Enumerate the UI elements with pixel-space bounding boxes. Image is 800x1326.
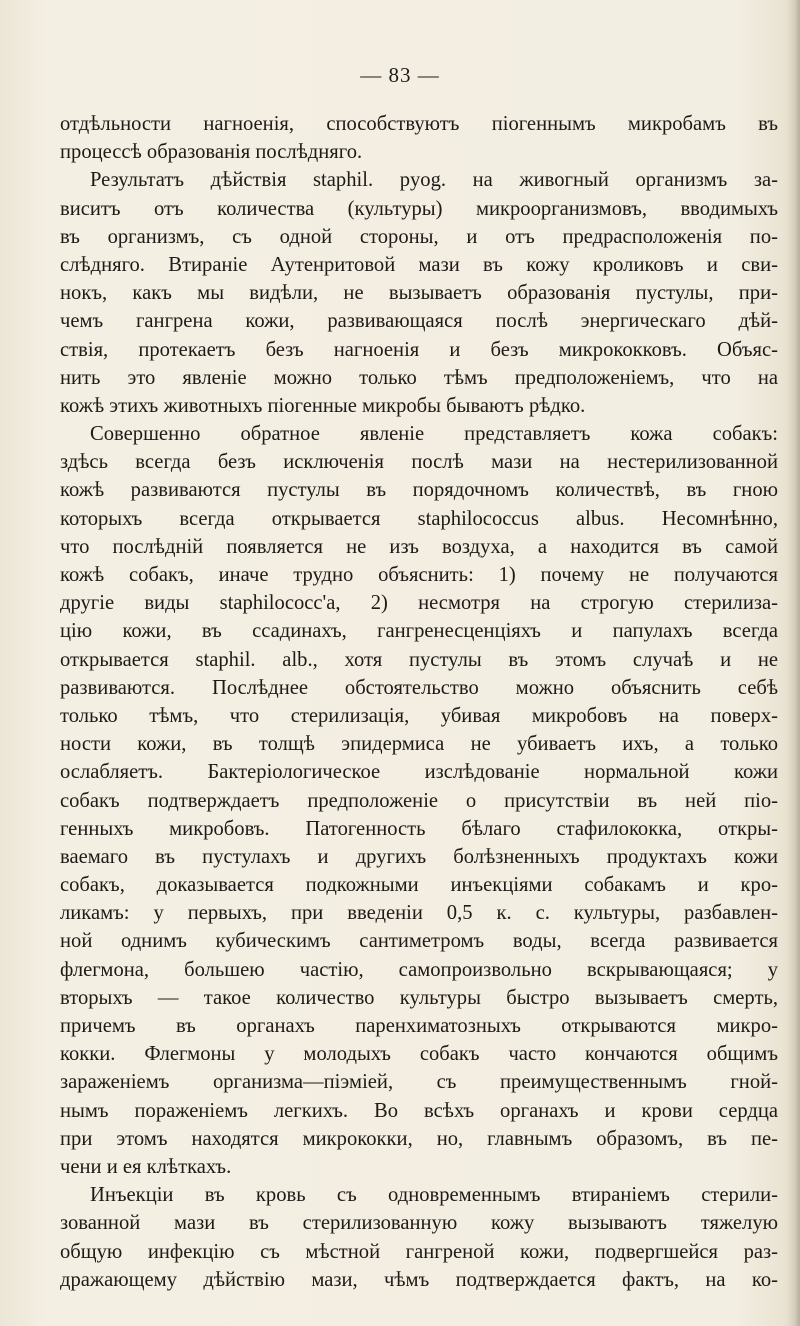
text-line: виситъ отъ количества (культуры) микроорганизмовъ, вводимыхъ	[60, 197, 778, 220]
text-line: ности кожи, въ толщѣ эпидермиса не убиваетъ ихъ, а только	[60, 733, 778, 756]
paragraph	[60, 166, 778, 420]
text-line: собакъ подтверждаетъ предположеніе о присутствіи въ ней піо-	[60, 789, 778, 812]
text-line: дражающему дѣйствію мази, чѣмъ подтверждается фактъ, на ко-	[60, 1268, 778, 1291]
text-line: нымъ пораженіемъ легкихъ. Во всѣхъ органахъ и крови сердца	[60, 1099, 778, 1122]
text-line: собакъ, доказывается подкожными инъекціями собакамъ и кро-	[60, 874, 778, 897]
text-line: отдѣльности нагноенія, способствуютъ піогеннымъ микробамъ въ	[60, 113, 778, 135]
text-line: чени и ея клѣткахъ.	[60, 1155, 232, 1178]
paragraph	[60, 110, 778, 166]
text-line: зараженіемъ организма—піэміей, съ преимущественнымъ гной-	[60, 1071, 778, 1094]
page-edge-shadow	[786, 0, 800, 1326]
text-line: Результатъ дѣйствія staphil. pyog. на живогный организмъ за-	[90, 169, 778, 192]
text-line: Инъекціи въ кровь съ одновременнымъ втираніемъ стерили-	[90, 1184, 778, 1207]
text-line: причемъ въ органахъ паренхиматозныхъ открываются микро-	[60, 1015, 778, 1037]
text-line: кокки. Флегмоны у молодыхъ собакъ часто кончаются общимъ	[60, 1043, 778, 1066]
text-line: въ организмъ, съ одной стороны, и отъ предрасположенія по-	[60, 225, 778, 248]
text-line: только тѣмъ, что стерилизація, убивая микробовъ на поверх-	[60, 704, 778, 727]
text-line: которыхъ всегда открывается staphilococcus albus. Несомнѣнно,	[60, 507, 778, 530]
text-line: чемъ гангрена кожи, развивающаяся послѣ энергическаго дѣй-	[60, 310, 778, 333]
text-line: цію кожи, въ ссадинахъ, гангренесценціяхъ и папулахъ всегда	[60, 620, 778, 643]
text-line: ваемаго въ пустулахъ и другихъ болѣзненныхъ продуктахъ кожи	[60, 845, 778, 868]
text-line: зованной мази въ стерилизованную кожу вызываютъ тяжелую	[60, 1212, 778, 1235]
text-line: ствія, протекаетъ безъ нагноенія и безъ микрококковъ. Объяс-	[60, 338, 778, 361]
text-line: при этомъ находятся микрококки, но, главнымъ образомъ, въ пе-	[60, 1127, 778, 1150]
text-line: Совершенно обратное явленіе представляетъ кожа собакъ:	[90, 423, 778, 446]
text-line: кожѣ развиваются пустулы въ порядочномъ количествѣ, въ гною	[60, 479, 778, 502]
body-text	[60, 110, 778, 1294]
text-line: ной однимъ кубическимъ сантиметромъ воды, всегда развивается	[60, 930, 778, 953]
paragraph	[60, 420, 778, 1181]
text-line: здѣсь всегда безъ исключенія послѣ мази на нестерилизованной	[60, 451, 778, 474]
text-line: флегмона, большею частію, самопроизвольно вскрывающаяся; у	[60, 958, 778, 981]
text-line: ослабляетъ. Бактеріологическое изслѣдованіе нормальной кожи	[60, 761, 778, 784]
text-line: кожѣ собакъ, иначе трудно объяснить: 1) почему не получаются	[60, 564, 778, 586]
text-line: общую инфекцію съ мѣстной гангреной кожи, подвергшейся раз-	[60, 1240, 778, 1263]
text-line: генныхъ микробовъ. Патогенность бѣлаго стафилококка, откры-	[60, 817, 778, 840]
text-line: что послѣдній появляется не изъ воздуха, а находится въ самой	[60, 535, 778, 558]
text-line: слѣдняго. Втираніе Аутенритовой мази въ кожу кроликовъ и сви-	[60, 253, 778, 276]
text-line: другіе виды staphilococc'а, 2) несмотря на строгую стерилиза-	[60, 592, 778, 615]
text-line: нокъ, какъ мы видѣли, не вызываетъ образованія пустулы, при-	[60, 282, 778, 305]
text-line: открывается staphil. alb., хотя пустулы въ этомъ случаѣ и не	[60, 648, 778, 671]
page-number: — 83 —	[360, 63, 440, 87]
text-line: вторыхъ — такое количество культуры быстро вызываетъ смерть,	[60, 986, 778, 1009]
paragraph	[60, 1181, 778, 1294]
text-line: развиваются. Послѣднее обстоятельство можно объяснить себѣ	[60, 676, 778, 699]
text-line: ликамъ: у первыхъ, при введеніи 0,5 к. с. культуры, разбавлен-	[60, 902, 778, 925]
text-line: кожѣ этихъ животныхъ піогенные микробы бываютъ рѣдко.	[60, 394, 586, 417]
text-line: процессѣ образованія послѣдняго.	[60, 141, 363, 164]
text-line: нить это явленіе можно только тѣмъ предположеніемъ, что на	[60, 366, 778, 389]
